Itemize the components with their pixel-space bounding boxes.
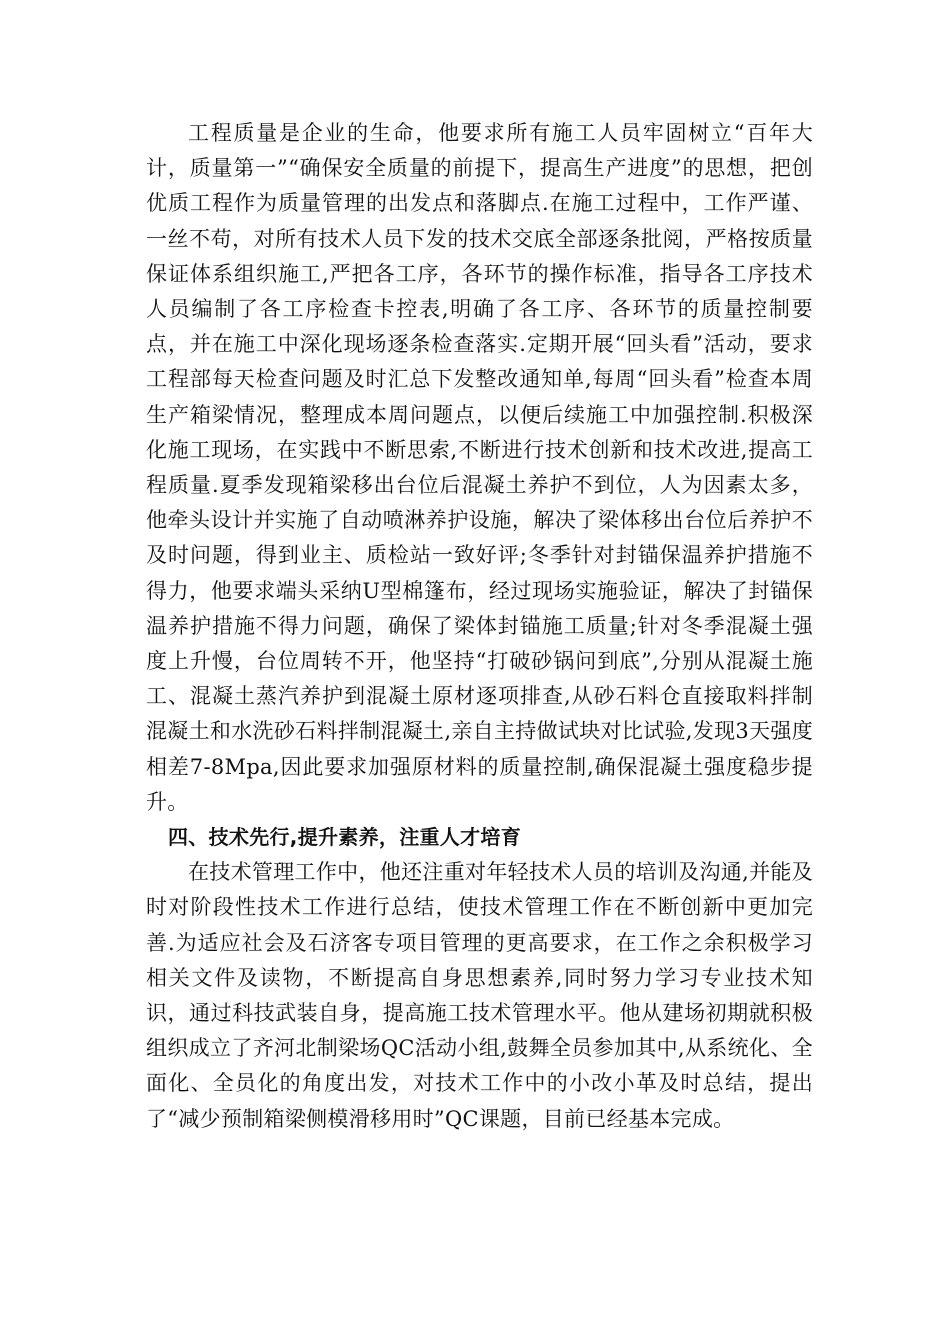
section-heading-4: 四、技术先行,提升素养，注重人才培育	[168, 825, 521, 850]
paragraph-technical-management: 在技术管理工作中，他还注重对年轻技术人员的培训及沟通,并能及时对阶段性技术工作进行总结，使技术管理工作在不断创新中更加完善.为适应社会及石济客专项目管理的更高要求，在工作之余积极学习相关文件及读物，不断提高自身思想素养,同时努力学习专业技术知识，通过科技武装自身，提高施工技术管理水平。他从建场初期就积极组织成立了齐河北制梁场QC活动小组,鼓舞全员参加其中,从系统化、全面化、全员化的角度出发，对技术工作中的小改小革及时总结，提出了“减少预制箱梁侧模滑移用时”QC课题，目前已经基本完成。	[146, 860, 813, 1131]
document-page	[146, 116, 813, 1137]
paragraph-quality: 工程质量是企业的生命，他要求所有施工人员牢固树立“百年大计，质量第一”“确保安全质量的前提下，提高生产进度”的思想，把创优质工程作为质量管理的出发点和落脚点.在施工过程中，工作严谨、一丝不苟，对所有技术人员下发的技术交底全部逐条批阅，严格按质量保证体系组织施工,严把各工序，各环节的操作标准，指导各工序技术人员编制了各工序检查卡控表,明确了各工序、各环节的质量控制要点，并在施工中深化现场逐条检查落实.定期开展“回头看”活动，要求工程部每天检查问题及时汇总下发整改通知单,每周“回头看”检查本周生产箱梁情况，整理成本周问题点，以便后续施工中加强控制.积极深化施工现场，在实践中不断思索,不断进行技术创新和技术改进,提高工程质量.夏季发现箱梁移出台位后混凝土养护不到位，人为因素太多，他牵头设计并实施了自动喷淋养护设施，解决了梁体移出台位后养护不及时问题，得到业主、质检站一致好评;冬季针对封锚保温养护措施不得力，他要求端头采纳U型棉篷布，经过现场实施验证，解决了封锚保温养护措施不得力问题，确保了梁体封锚施工质量;针对冬季混凝土强度上升慢，台位周转不开，他坚持“打破砂锅问到底”,分别从混凝土施工、混凝土蒸汽养护到混凝土原材逐项排查,从砂石料仓直接取料拌制混凝土和水洗砂石料拌制混凝土,亲自主持做试块对比试验,发现3天强度相差7-8Mpa,因此要求加强原材料的质量控制,确保混凝土强度稳步提升。	[146, 121, 813, 814]
